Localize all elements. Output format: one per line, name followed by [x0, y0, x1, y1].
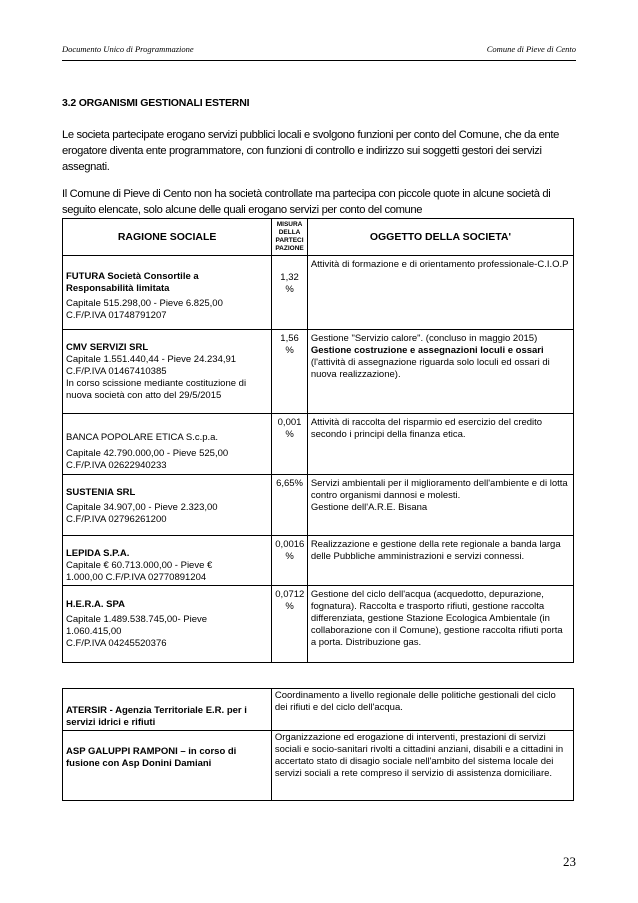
share-percentage: 0,001 %: [272, 414, 308, 475]
participations-paragraph: Il Comune di Pieve di Cento non ha società controllate ma partecipa con piccole quote in alcune società di seguito elencate, solo alcune delle quali erogano servizi per conto del comune: [62, 188, 551, 216]
organism-purpose: Coordinamento a livello regionale delle politiche gestionali del ciclo dei rifiuti e del ciclo dell'acqua.: [271, 689, 573, 731]
purpose-note: (l'attività di assegnazione riguarda solo loculi ed ossari di nuova realizzazione).: [310, 357, 550, 380]
header-ragione-sociale: RAGIONE SOCIALE: [63, 219, 272, 256]
share-percentage: 1,32 %: [272, 256, 308, 330]
company-details: Capitale 42.790.000,00 - Pieve 525,00 C.F/P.IVA 02622940233: [66, 448, 229, 471]
header-divider: [62, 60, 576, 61]
company-purpose: Realizzazione e gestione della rete regionale a banda larga delle Pubbliche amministrazioni e servizi connessi.: [307, 536, 573, 586]
share-percentage: 0,0016 %: [272, 536, 308, 586]
table-row: [63, 536, 574, 586]
participations-table: [62, 218, 574, 663]
company-name: CMV SERVIZI SRL: [66, 342, 149, 353]
header-municipality: Comune di Pieve di Cento: [486, 44, 576, 54]
intro-paragraph: Le societa partecipate erogano servizi pubblici locali e svolgono funzioni per conto del Comune, che da ente erogatore diventa ente programmatore, con funzioni di controllo e indirizzo sui soggetti gestori dei servizi assegnati.: [62, 129, 560, 173]
company-details: Capitale 515.298,00 - Pieve 6.825,00 C.F/P.IVA 01748791207: [66, 298, 223, 321]
company-purpose: [307, 330, 573, 414]
header-misura: MISURA DELLA PARTECI PAZIONE: [272, 219, 308, 256]
share-percentage: 0,0712 %: [272, 586, 308, 663]
table-row: [63, 475, 574, 536]
page-number: 23: [563, 854, 576, 869]
share-percentage: 1,56 %: [272, 330, 308, 414]
table-header-row: [63, 219, 574, 256]
share-percentage: 6,65%: [272, 475, 308, 536]
table-row: [63, 330, 574, 414]
company-name: FUTURA Società Consortile a Responsabilità limitata: [66, 271, 199, 294]
purpose-highlight: Gestione costruzione e assegnazioni loculi e ossari: [310, 345, 544, 356]
table-row: [63, 256, 574, 330]
company-details: Capitale 34.907,00 - Pieve 2.323,00 C.F/P.IVA 02796261200: [66, 502, 218, 525]
organism-name: ATERSIR - Agenzia Territoriale E.R. per i servizi idrici e rifiuti: [63, 689, 272, 731]
company-cell: [63, 536, 272, 586]
table-row: [63, 414, 574, 475]
company-cell: [63, 330, 272, 414]
company-details: Capitale 1.489.538.745,00- Pieve 1.060.415,00 C.F/P.IVA 04245520376: [66, 614, 208, 649]
table-row: [63, 731, 574, 801]
company-purpose: Servizi ambientali per il miglioramento dell'ambiente e di lotta contro organismi dannosi e molesti. Gestione dell'A.R.E. Bisana: [307, 475, 573, 536]
company-purpose: Attività di formazione e di orientamento professionale-C.I.O.P: [307, 256, 573, 330]
company-name: BANCA POPOLARE ETICA S.c.p.a.: [66, 432, 219, 443]
purpose-text: Gestione "Servizio calore". (concluso in maggio 2015): [310, 333, 538, 344]
company-purpose: Attività di raccolta del risparmio ed esercizio del credito secondo i principi della finanza etica.: [307, 414, 573, 475]
company-cell: [63, 586, 272, 663]
organism-purpose: Organizzazione ed erogazione di interventi, prestazioni di servizi sociali e socio-sanitari rivolti a cittadini anziani, disabili e a cittadini in accertato stato di disagio sociale nell'ambito del sistema locale dei servizi sociali a rete compreso il servizio di assistenza domiciliare.: [271, 731, 573, 801]
company-name: SUSTENIA SRL: [66, 487, 136, 498]
company-name: H.E.R.A. SPA: [66, 599, 125, 610]
header-oggetto: OGGETTO DELLA SOCIETA': [307, 219, 573, 256]
company-cell: [63, 475, 272, 536]
company-cell: [63, 256, 272, 330]
company-details: Capitale 1.551.440,44 - Pieve 24.234,91 C.F/P.IVA 01467410385 In corso scissione mediante costituzione di nuova società con atto del 29/5/2015: [66, 354, 247, 401]
company-details: Capitale € 60.713.000,00 - Pieve € 1.000,00 C.F/P.IVA 02770891204: [66, 560, 213, 583]
company-name: LEPIDA S.P.A.: [66, 548, 130, 559]
organism-name: ASP GALUPPI RAMPONI – in corso di fusione con Asp Donini Damiani: [63, 731, 272, 801]
section-title: 3.2 ORGANISMI GESTIONALI ESTERNI: [62, 97, 250, 109]
other-organisms-table: [62, 688, 574, 801]
table-row: [63, 586, 574, 663]
company-cell: [63, 414, 272, 475]
table-row: [63, 689, 574, 731]
company-purpose: Gestione del ciclo dell'acqua (acquedotto, depurazione, fognatura). Raccolta e trasporto rifiuti, gestione raccolta differenziata, gestione Stazione Ecologica Ambientale (in collaborazione con il Comune), gestione raccolta rifiuti porta a porta. Distribuzione gas.: [307, 586, 573, 663]
header-document-title: Documento Unico di Programmazione: [62, 44, 194, 54]
